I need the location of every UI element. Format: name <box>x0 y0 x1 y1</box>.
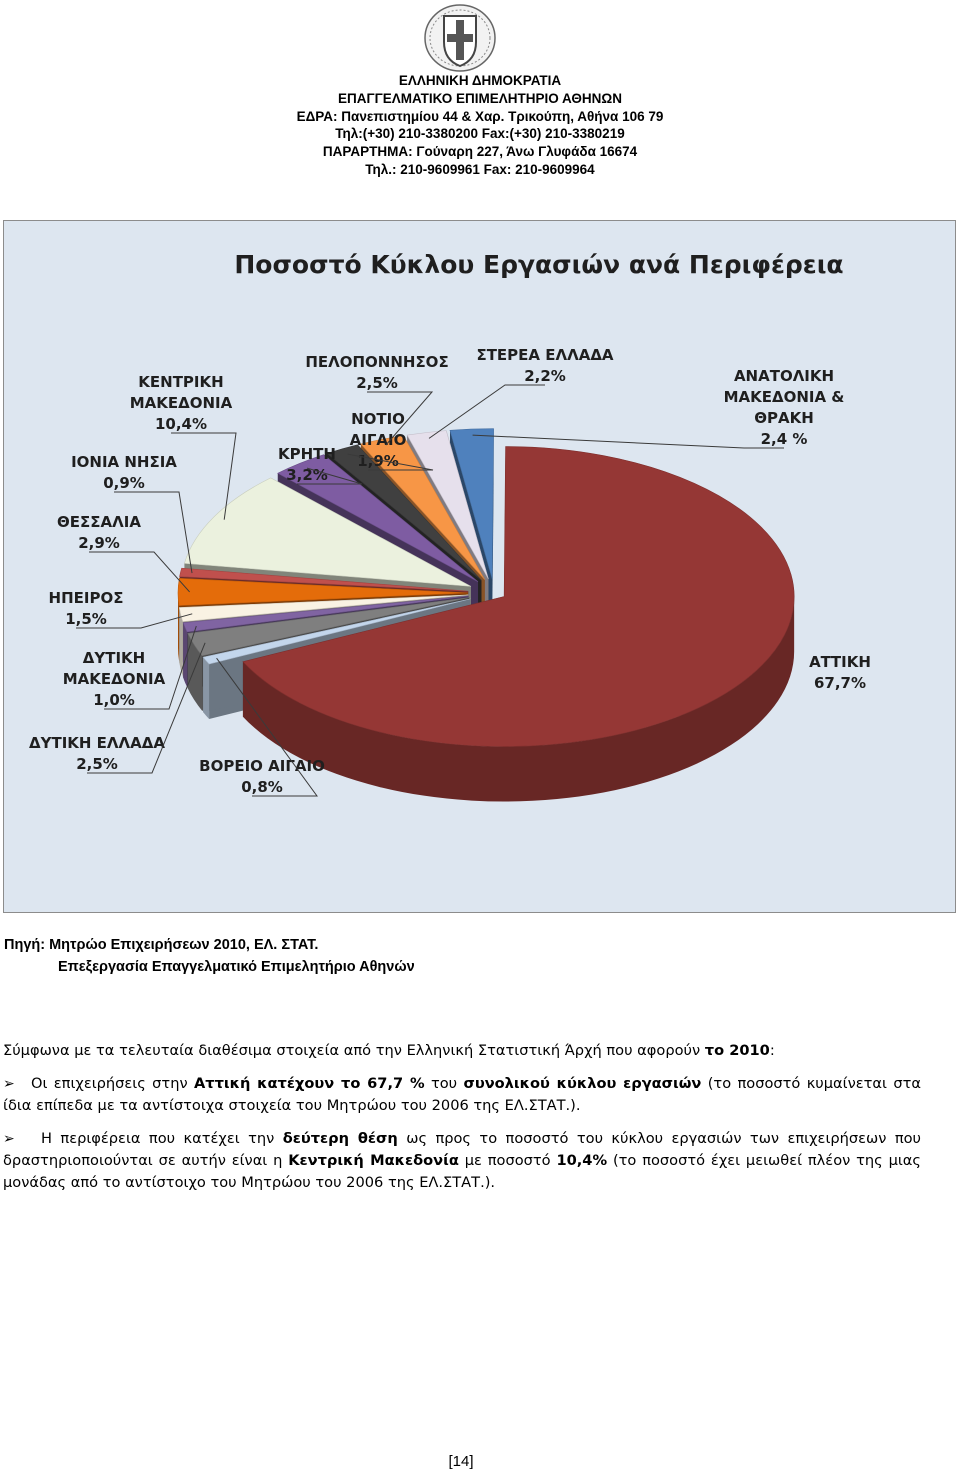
intro-paragraph <box>3 1040 921 1062</box>
data-label-name: ΘΕΣΣΑΛΙΑ <box>57 513 141 531</box>
leader-line <box>473 435 784 448</box>
data-label-value: 1,5% <box>65 610 107 628</box>
data-label-8 <box>130 373 236 520</box>
analysis-text <box>3 1040 921 1205</box>
source-line: Πηγή: Μητρώο Επιχειρήσεων 2010, ΕΛ. ΣΤΑΤ. <box>4 937 319 953</box>
intro-colon: : <box>769 1042 775 1059</box>
data-label-value: 1,0% <box>93 691 135 709</box>
bullet-central-macedonia <box>3 1128 921 1194</box>
letterhead-organization: ΕΠΑΓΓΕΛΜΑΤΙΚΟ ΕΠΙΜΕΛΗΤΗΡΙΟ ΑΘΗΝΩΝ <box>338 90 622 106</box>
data-label-value: 2,2% <box>524 367 566 385</box>
bullet-text: ως προς το ποσοστό του κύκλου εργασιών των επιχειρήσεων που δραστηριοποιούνται σε αυτήν είναι η <box>3 1130 921 1169</box>
data-label-name: ΚΕΝΤΡΙΚΗ <box>138 373 224 391</box>
data-label-name: ΙΟΝΙΑ ΝΗΣΙΑ <box>71 453 177 471</box>
data-label-name: ΑΤΤΙΚΗ <box>809 653 871 671</box>
bullet-text: με ποσοστό <box>458 1152 557 1169</box>
data-label-name: ΜΑΚΕΔΟΝΙΑ & <box>723 388 845 406</box>
bullet-emphasis: Κεντρική Μακεδονία <box>288 1152 459 1169</box>
page-number: [14] <box>448 1453 474 1470</box>
source-note <box>4 934 604 978</box>
data-label-value: 67,7% <box>813 674 867 692</box>
letterhead-address: ΕΔΡΑ: Πανεπιστημίου 44 & Χαρ. Τρικούπη, Αθήνα 106 79 <box>296 108 664 124</box>
letterhead-branch-phone: Τηλ.: 210-9609961 Fax: 210-9609964 <box>365 161 595 177</box>
chart-title: Ποσοστό Κύκλου Εργασιών ανά Περιφέρεια <box>234 250 844 279</box>
data-label-name: ΑΙΓΑΙΟ <box>349 431 407 449</box>
bullet-attica <box>3 1073 921 1117</box>
intro-year: το 2010 <box>704 1042 770 1059</box>
leader-line <box>89 552 190 592</box>
data-label-name: ΒΟΡΕΙΟ ΑΙΓΑΙΟ <box>199 757 325 775</box>
bullet-arrow-icon: ➢ <box>3 1076 15 1092</box>
data-label-name: ΑΝΑΤΟΛΙΚΗ <box>733 367 835 385</box>
data-label-value: 0,8% <box>241 778 283 796</box>
data-label-value: 2,9% <box>78 534 120 552</box>
data-label-6 <box>57 513 190 592</box>
bullet-emphasis: Αττική κατέχουν το 67,7 % <box>193 1075 425 1092</box>
bullet-text: του <box>424 1075 464 1092</box>
letterhead-phone: Τηλ:(+30) 210-3380200 Fax:(+30) 210-3380219 <box>335 126 625 142</box>
processing-line: Επεξεργασία Επαγγελματικό Επιμελητήριο Αθηνών <box>58 959 415 975</box>
pie-chart <box>4 221 955 912</box>
bullet-emphasis: συνολικού κύκλου εργασιών <box>463 1075 702 1092</box>
bullet-text: (το ποσοστό έχει μειωθεί πλέον της μιας μονάδας από το αντίστοιχο του Μητρώου του 2006 της ΕΛ.ΣΤΑΤ.). <box>3 1152 921 1191</box>
leader-line <box>114 492 192 573</box>
data-label-value: 1,9% <box>357 452 399 470</box>
pie-slice-side <box>203 657 209 719</box>
data-label-name: ΝΟΤΙΟ <box>351 410 405 428</box>
bullet-emphasis: 10,4% <box>556 1152 608 1169</box>
data-label-name: ΚΡΗΤΗ <box>278 445 336 463</box>
bullet-arrow-icon: ➢ <box>3 1131 15 1147</box>
data-label-name: ΠΕΛΟΠΟΝΝΗΣΟΣ <box>305 353 449 371</box>
data-label-4 <box>63 626 197 709</box>
data-label-value: 2,5% <box>76 755 118 773</box>
data-label-1 <box>809 653 871 692</box>
greek-emblem-icon <box>420 2 500 74</box>
bullet-text: (το ποσοστό κυμαίνεται στα ίδια επίπεδα με τα αντίστοιχα στοιχεία του Μητρώου του 2006 της ΕΛ.ΣΤΑΤ.). <box>3 1075 921 1114</box>
bullet-text: Οι επιχειρήσεις στην <box>31 1075 194 1092</box>
data-label-name: ΜΑΚΕΔΟΝΙΑ <box>129 394 233 412</box>
data-label-name: ΘΡΑΚΗ <box>754 409 814 427</box>
intro-text: Σύμφωνα με τα τελευταία διαθέσιμα στοιχεία από την Ελληνική Στατιστική Άρχή που αφορούν <box>3 1042 705 1059</box>
pie-chart-frame <box>3 220 956 913</box>
letterhead-branch: ΠΑΡΑΡΤΗΜΑ: Γούναρη 227, Άνω Γλυφάδα 16674 <box>322 144 638 160</box>
data-label-value: 10,4% <box>154 415 208 433</box>
data-label-name: ΜΑΚΕΔΟΝΙΑ <box>62 670 166 688</box>
data-label-name: ΗΠΕΙΡΟΣ <box>48 589 124 607</box>
data-label-name: ΔΥΤΙΚΗ <box>82 649 146 667</box>
letterhead-country: ΕΛΛΗΝΙΚΗ ΔΗΜΟΚΡΑΤΙΑ <box>398 73 562 88</box>
data-label-name: ΔΥΤΙΚΗ ΕΛΛΑΔΑ <box>29 734 165 752</box>
data-label-value: 0,9% <box>103 474 145 492</box>
bullet-text: Η περιφέρεια που κατέχει την <box>41 1130 283 1147</box>
data-label-value: 3,2% <box>286 466 328 484</box>
data-label-value: 2,5% <box>356 374 398 392</box>
data-label-12 <box>429 346 614 438</box>
data-label-5 <box>49 589 193 628</box>
letterhead <box>200 72 760 179</box>
data-label-name: ΣΤΕΡΕΑ ΕΛΛΑΔΑ <box>476 346 614 364</box>
data-label-value: 2,4 % <box>760 430 808 448</box>
leader-line <box>171 433 236 520</box>
bullet-emphasis: δεύτερη θέση <box>282 1130 398 1147</box>
